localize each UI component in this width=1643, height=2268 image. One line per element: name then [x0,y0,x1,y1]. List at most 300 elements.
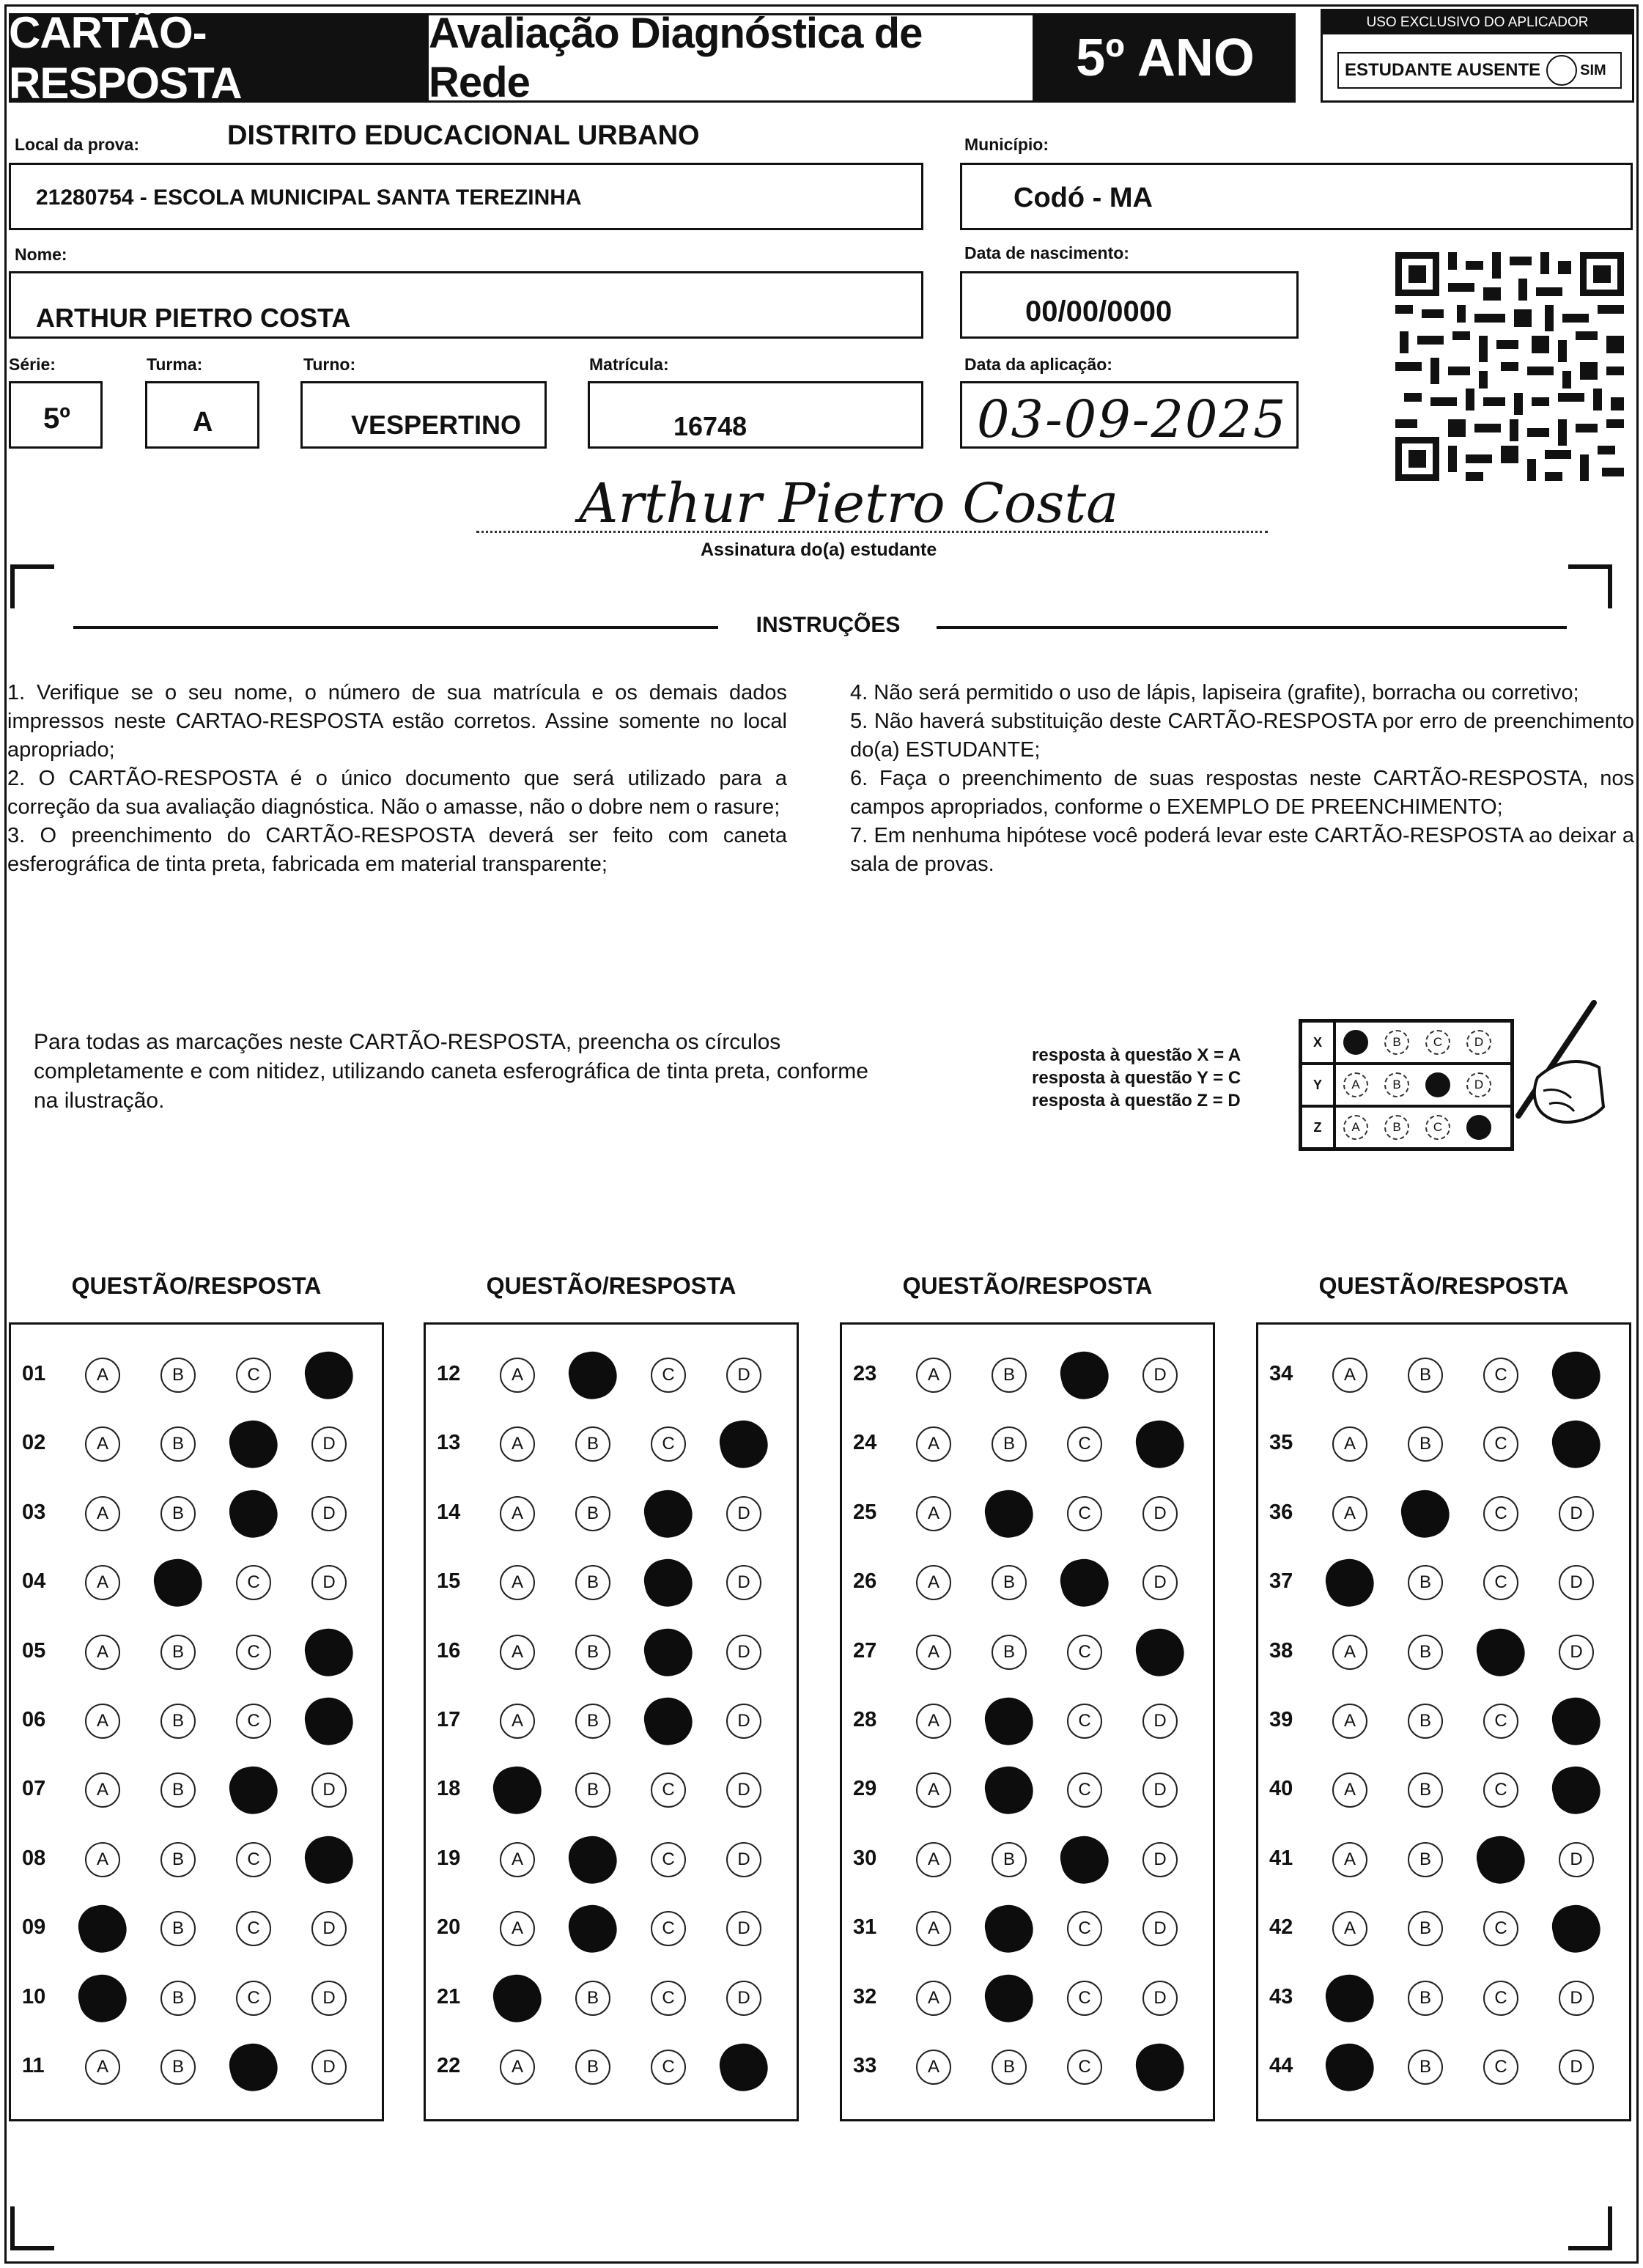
answer-bubble-30-a[interactable]: A [916,1842,951,1877]
marking-note: Para todas as marcações neste CARTÃO-RESPOSTA, preencha os círculos completamente e com nitidez, utilizando caneta esferográfica de tinta preta, conforme na ilustração. [34,1030,868,1113]
absent-label: ESTUDANTE AUSENTE [1345,60,1541,80]
answer-bubble-42-b[interactable]: B [1408,1911,1443,1946]
example-bubble-y-a: A [1343,1072,1368,1097]
question-number-38: 38 [1269,1638,1293,1663]
answer-bubble-20-d[interactable]: D [726,1911,761,1946]
question-number-39: 39 [1269,1708,1293,1731]
answer-bubble-14-d[interactable]: D [726,1496,761,1531]
answer-bubble-22-d[interactable]: D [716,2039,772,2096]
answer-bubble-03-d[interactable]: D [311,1496,347,1531]
local-label: Local da prova: [15,135,139,154]
corner-mark-tr [1568,564,1612,608]
answer-bubble-10-c[interactable]: C [236,1981,271,2016]
instruction-2: 2. O CARTÃO-RESPOSTA é o único documento que será utilizado para a correção da sua avaliação diagnóstica. Não o amasse, não o dobre nem o rasure; [7,767,787,819]
answer-bubble-32-c[interactable]: C [1067,1981,1102,2016]
answer-bubble-22-b[interactable]: B [575,2050,610,2085]
answer-bubble-36-b[interactable]: B [1398,1485,1454,1542]
question-number-07: 07 [22,1777,46,1801]
question-number-44: 44 [1269,2054,1293,2077]
answer-bubble-33-a[interactable]: A [916,2050,951,2085]
instruction-7: 7. Em nenhuma hipótese você poderá levar este CARTÃO-RESPOSTA ao deixar a sala de provas. [850,824,1634,876]
question-number-14: 14 [437,1500,461,1524]
answer-bubble-19-d[interactable]: D [726,1842,761,1877]
question-number-23: 23 [853,1362,877,1385]
answer-bubble-17-d[interactable]: D [726,1704,761,1739]
answer-bubble-34-a[interactable]: A [1332,1358,1367,1393]
question-number-40: 40 [1269,1777,1293,1801]
question-number-15: 15 [437,1569,461,1594]
answer-bubble-40-d[interactable]: D [1548,1762,1605,1819]
nascimento-value: 00/00/0000 [1025,295,1173,328]
answer-bubble-33-b[interactable]: B [992,2050,1027,2085]
answer-bubble-38-a[interactable]: A [1332,1635,1367,1670]
answer-bubble-18-c[interactable]: C [651,1772,686,1808]
question-number-31: 31 [853,1915,877,1940]
answer-bubble-18-b[interactable]: B [575,1772,610,1808]
question-number-25: 25 [853,1500,877,1524]
answer-bubble-07-a[interactable]: A [85,1772,120,1808]
corner-mark-br [1568,2206,1612,2250]
answer-bubble-10-d[interactable]: D [311,1981,347,2016]
answer-bubble-12-c[interactable]: C [651,1358,686,1393]
question-number-10: 10 [22,1984,46,2009]
answer-bubble-11-d[interactable]: D [311,2050,347,2085]
answer-bubble-11-c[interactable]: C [226,2039,282,2096]
corner-mark-tl [10,564,54,608]
answer-bubble-21-a[interactable]: A [490,1970,546,2026]
column-header-4: QUESTÃO/RESPOSTA [1318,1273,1569,1299]
answer-bubble-44-a[interactable]: A [1322,2039,1378,2096]
answer-bubble-31-a[interactable]: A [916,1911,951,1946]
answer-bubble-09-c[interactable]: C [236,1911,271,1946]
question-number-18: 18 [437,1777,461,1801]
answer-bubble-11-b[interactable]: B [160,2050,196,2085]
answer-bubble-08-a[interactable]: A [85,1842,120,1877]
school-box [9,163,923,230]
instructions-right [850,679,1634,879]
answer-bubble-10-b[interactable]: B [160,1981,196,2016]
answer-bubble-24-a[interactable]: A [916,1426,951,1462]
question-number-21: 21 [437,1984,461,2009]
answer-bubble-35-d[interactable]: D [1548,1416,1605,1473]
example-bubble-x-c: C [1425,1030,1450,1055]
answer-bubble-36-c[interactable]: C [1483,1496,1518,1531]
turma-label: Turma: [147,355,203,374]
question-number-36: 36 [1269,1500,1293,1524]
answer-bubble-02-a[interactable]: A [85,1426,120,1462]
answer-bubble-44-b[interactable]: B [1408,2050,1443,2085]
question-number-20: 20 [437,1915,461,1940]
answer-bubble-08-c[interactable]: C [236,1842,271,1877]
question-number-32: 32 [853,1984,877,2009]
nome-value: ARTHUR PIETRO COSTA [36,303,351,333]
answer-bubble-23-a[interactable]: A [916,1358,951,1393]
matricula-box [588,381,923,449]
column-header-1: QUESTÃO/RESPOSTA [71,1273,322,1299]
example-bubble-z-b: B [1384,1115,1409,1140]
answer-bubble-42-a[interactable]: A [1332,1911,1367,1946]
aplicacao-box [960,381,1299,449]
answer-bubble-18-d[interactable]: D [726,1772,761,1808]
student-signature: Arthur Pietro Costa [579,472,1119,535]
answer-bubble-04-c[interactable]: C [236,1565,271,1600]
answer-bubble-04-d[interactable]: D [311,1565,347,1600]
example-bubble-z-a: A [1343,1115,1368,1140]
answer-bubble-21-c[interactable]: C [651,1981,686,2016]
answer-bubble-14-c[interactable]: C [640,1485,697,1542]
answer-bubble-41-d[interactable]: D [1559,1842,1594,1877]
answer-bubble-34-b[interactable]: B [1408,1358,1443,1393]
aplicacao-value: 03-09-2025 [977,389,1288,449]
answer-bubble-35-b[interactable]: B [1408,1426,1443,1462]
question-number-27: 27 [853,1638,877,1663]
answer-bubble-11-a[interactable]: A [85,2050,120,2085]
answer-bubble-35-c[interactable]: C [1483,1426,1518,1462]
qr-code [1395,252,1624,481]
answer-bubble-13-a[interactable]: A [500,1426,535,1462]
answer-bubble-44-d[interactable]: D [1559,2050,1594,2085]
nome-box [9,271,923,339]
question-number-35: 35 [1269,1431,1293,1455]
absent-option: SIM [1580,62,1606,78]
answer-bubble-03-c[interactable]: C [226,1485,282,1542]
answer-bubble-36-d[interactable]: D [1559,1496,1594,1531]
example-bubble-y-d: D [1466,1072,1491,1097]
municipio-value: Codó - MA [1014,183,1153,213]
answer-bubble-05-b[interactable]: B [160,1635,196,1670]
answer-bubble-06-c[interactable]: C [236,1704,271,1739]
answer-bubble-38-c[interactable]: C [1473,1624,1529,1680]
answer-bubble-23-d[interactable]: D [1142,1358,1178,1393]
answer-bubble-23-b[interactable]: B [992,1358,1027,1393]
corner-mark-bl [10,2206,54,2250]
answer-bubble-37-d[interactable]: D [1559,1565,1594,1600]
instruction-4: 4. Não será permitido o uso de lápis, lapiseira (grafite), borracha ou corretivo; [850,681,1579,704]
answer-bubble-01-c[interactable]: C [236,1358,271,1393]
answer-bubble-42-c[interactable]: C [1483,1911,1518,1946]
turma-value: A [193,407,213,438]
answer-bubble-32-b[interactable]: B [981,1970,1038,2026]
answer-bubble-29-a[interactable]: A [916,1772,951,1808]
example-bubble-x-b: B [1384,1030,1409,1055]
example-question-x: X [1301,1021,1334,1064]
answer-bubble-10-a[interactable]: A [75,1970,131,2026]
answer-bubble-36-a[interactable]: A [1332,1496,1367,1531]
answer-bubble-41-a[interactable]: A [1332,1842,1367,1877]
answer-bubble-19-b[interactable]: B [565,1831,621,1888]
answer-bubble-27-b[interactable]: B [992,1635,1027,1670]
answer-bubble-23-c[interactable]: C [1057,1347,1113,1404]
grade-banner: 5º ANO [1035,13,1296,103]
answer-bubble-25-b[interactable]: B [981,1485,1038,1542]
answer-bubble-39-a[interactable]: A [1332,1704,1367,1739]
answer-bubble-35-a[interactable]: A [1332,1426,1367,1462]
answer-bubble-28-a[interactable]: A [916,1704,951,1739]
answer-bubble-34-d[interactable]: D [1548,1347,1605,1404]
example-line-y: resposta à questão Y = C [1032,1068,1241,1088]
applicator-box [1321,9,1634,103]
answer-bubble-37-b[interactable]: B [1408,1565,1443,1600]
example-bubble-z-c: C [1425,1115,1450,1140]
serie-label: Série: [9,355,56,374]
example-question-z: Z [1301,1106,1334,1149]
answer-bubble-25-a[interactable]: A [916,1496,951,1531]
exam-title: Avaliação Diagnóstica de Rede [427,13,1035,103]
question-number-42: 42 [1269,1915,1293,1940]
example-bubble-x-a [1343,1030,1368,1055]
answer-bubble-04-b[interactable]: B [150,1555,207,1611]
applicator-title: USO EXCLUSIVO DO APLICADOR [1323,11,1632,34]
instruction-5: 5. Não haverá substituição deste CARTÃO-RESPOSTA por erro de preenchimento do(a) ESTUDANTE; [850,710,1634,762]
example-bubble-x-d: D [1466,1030,1491,1055]
answer-bubble-09-b[interactable]: B [160,1911,196,1946]
answer-bubble-28-c[interactable]: C [1067,1704,1102,1739]
question-number-37: 37 [1269,1569,1293,1594]
turno-value: VESPERTINO [351,410,522,440]
column-header-2: QUESTÃO/RESPOSTA [486,1273,736,1299]
question-number-29: 29 [853,1777,877,1801]
answer-bubble-06-d[interactable]: D [301,1693,358,1750]
answer-bubble-30-d[interactable]: D [1142,1842,1178,1877]
instructions-rule-left [73,626,718,629]
answer-bubble-31-b[interactable]: B [981,1901,1038,1957]
question-number-43: 43 [1269,1984,1293,2009]
answer-bubble-03-a[interactable]: A [85,1496,120,1531]
question-number-26: 26 [853,1569,877,1594]
turno-box [300,381,547,449]
answer-bubble-41-b[interactable]: B [1408,1842,1443,1877]
answer-bubble-08-d[interactable]: D [301,1831,358,1888]
answer-bubble-21-d[interactable]: D [726,1981,761,2016]
answer-bubble-07-d[interactable]: D [311,1772,347,1808]
example-bubble-y-c [1425,1072,1450,1097]
answer-bubble-43-b[interactable]: B [1408,1981,1443,2016]
answer-bubble-39-d[interactable]: D [1548,1693,1605,1750]
answer-bubble-03-b[interactable]: B [160,1496,196,1531]
answer-bubble-15-a[interactable]: A [500,1565,535,1600]
answer-bubble-19-a[interactable]: A [500,1842,535,1877]
answer-bubble-26-b[interactable]: B [992,1565,1027,1600]
answer-bubble-40-c[interactable]: C [1483,1772,1518,1808]
answer-bubble-43-d[interactable]: D [1559,1981,1594,2016]
answer-bubble-16-a[interactable]: A [500,1635,535,1670]
answer-bubble-25-d[interactable]: D [1142,1496,1178,1531]
matricula-value: 16748 [673,411,747,441]
answer-bubble-05-d[interactable]: D [301,1624,358,1680]
question-number-22: 22 [437,2054,461,2077]
answer-bubble-27-d[interactable]: D [1132,1624,1189,1680]
answer-bubble-14-a[interactable]: A [500,1496,535,1531]
answer-bubble-14-b[interactable]: B [575,1496,610,1531]
nome-label: Nome: [15,245,67,264]
municipio-label: Município: [964,135,1049,154]
answer-bubble-24-d[interactable]: D [1132,1416,1189,1473]
turno-label: Turno: [303,355,356,374]
answer-bubble-20-a[interactable]: A [500,1911,535,1946]
question-number-09: 09 [22,1915,46,1940]
answer-bubble-32-d[interactable]: D [1142,1981,1178,2016]
pen-hand-illustration [1473,997,1605,1144]
instruction-1: 1. Verifique se o seu nome, o número de sua matrícula e os demais dados impressos neste CARTAO-RESPOSTA estão corretos. Assine somente no local apropriado; [7,681,787,762]
turma-box [145,381,259,449]
question-number-11: 11 [22,2054,45,2077]
question-number-17: 17 [437,1708,461,1731]
serie-box [9,381,103,449]
serie-value: 5º [43,402,70,435]
answer-bubble-16-d[interactable]: D [726,1635,761,1670]
answer-bubble-38-d[interactable]: D [1559,1635,1594,1670]
answer-bubble-18-a[interactable]: A [490,1762,546,1819]
answer-bubble-04-a[interactable]: A [85,1565,120,1600]
answer-bubble-17-b[interactable]: B [575,1704,610,1739]
answer-bubble-34-c[interactable]: C [1483,1358,1518,1393]
answer-bubble-29-b[interactable]: B [981,1762,1038,1819]
question-number-03: 03 [22,1500,46,1524]
answer-bubble-40-a[interactable]: A [1332,1772,1367,1808]
answer-bubble-05-a[interactable]: A [85,1635,120,1670]
instructions-rule-right [937,626,1567,629]
answer-bubble-07-c[interactable]: C [226,1762,282,1819]
answer-bubble-31-c[interactable]: C [1067,1911,1102,1946]
matricula-label: Matrícula: [589,355,669,374]
instruction-3: 3. O preenchimento do CARTÃO-RESPOSTA deverá ser feito com caneta esferográfica de tinta preta, fabricada em material transparente; [7,824,787,876]
instructions-left [7,679,787,879]
answer-bubble-02-b[interactable]: B [160,1426,196,1462]
answer-bubble-40-b[interactable]: B [1408,1772,1443,1808]
question-number-02: 02 [22,1431,46,1455]
example-bubble-y-b: B [1384,1072,1409,1097]
card-title-text: CARTÃO-RESPOSTA [9,8,242,108]
answer-bubble-22-c[interactable]: C [651,2050,686,2085]
answer-bubble-12-a[interactable]: A [500,1358,535,1393]
nascimento-box [960,271,1299,339]
question-number-28: 28 [853,1708,877,1731]
answer-bubble-01-d[interactable]: D [301,1347,358,1404]
answer-bubble-02-c[interactable]: C [226,1416,282,1473]
column-header-3: QUESTÃO/RESPOSTA [902,1273,1153,1299]
answer-bubble-16-c[interactable]: C [640,1624,697,1680]
district-name: DISTRITO EDUCACIONAL URBANO [227,120,700,151]
answer-bubble-24-b[interactable]: B [992,1426,1027,1462]
answer-bubble-05-c[interactable]: C [236,1635,271,1670]
answer-bubble-31-d[interactable]: D [1142,1911,1178,1946]
answer-bubble-13-d[interactable]: D [716,1416,772,1473]
aplicacao-label: Data da aplicação: [964,355,1112,374]
answer-bubble-09-a[interactable]: A [75,1901,131,1957]
example-legend [1032,1044,1241,1112]
answer-bubble-13-b[interactable]: B [575,1426,610,1462]
question-number-41: 41 [1269,1846,1293,1870]
question-number-13: 13 [437,1431,461,1455]
question-number-08: 08 [22,1846,46,1870]
card-title [9,8,427,108]
answer-bubble-37-a[interactable]: A [1322,1555,1378,1611]
answer-bubble-09-d[interactable]: D [311,1911,347,1946]
question-number-34: 34 [1269,1362,1293,1385]
question-number-05: 05 [22,1638,46,1663]
question-number-33: 33 [853,2054,877,2077]
answer-bubble-07-b[interactable]: B [160,1772,196,1808]
answer-bubble-12-b[interactable]: B [565,1347,621,1404]
answer-bubble-38-b[interactable]: B [1408,1635,1443,1670]
question-number-12: 12 [437,1362,461,1385]
answer-bubble-26-d[interactable]: D [1142,1565,1178,1600]
answer-bubble-21-b[interactable]: B [575,1981,610,2016]
question-number-24: 24 [853,1431,877,1455]
answer-bubble-15-b[interactable]: B [575,1565,610,1600]
answer-bubble-37-c[interactable]: C [1483,1565,1518,1600]
answer-bubble-27-a[interactable]: A [916,1635,951,1670]
answer-bubble-17-a[interactable]: A [500,1704,535,1739]
answer-bubble-33-c[interactable]: C [1067,2050,1102,2085]
answer-bubble-26-a[interactable]: A [916,1565,951,1600]
answer-bubble-30-c[interactable]: C [1057,1831,1113,1888]
answer-bubble-39-b[interactable]: B [1408,1704,1443,1739]
answer-bubble-28-b[interactable]: B [981,1693,1038,1750]
instruction-6: 6. Faça o preenchimento de suas respostas neste CARTÃO-RESPOSTA, nos campos apropriados, conforme o EXEMPLO DE PREENCHIMENTO; [850,767,1634,819]
answer-bubble-19-c[interactable]: C [651,1842,686,1877]
answer-bubble-26-c[interactable]: C [1057,1555,1113,1611]
answer-bubble-42-d[interactable]: D [1548,1901,1605,1957]
school-name: 21280754 - ESCOLA MUNICIPAL SANTA TEREZINHA [36,185,582,210]
answer-bubble-43-c[interactable]: C [1483,1981,1518,2016]
answer-bubble-29-c[interactable]: C [1067,1772,1102,1808]
answer-bubble-13-c[interactable]: C [651,1426,686,1462]
answer-bubble-06-b[interactable]: B [160,1704,196,1739]
answer-bubble-25-c[interactable]: C [1067,1496,1102,1531]
example-line-z: resposta à questão Z = D [1032,1091,1241,1111]
answer-bubble-20-c[interactable]: C [651,1911,686,1946]
answer-bubble-33-d[interactable]: D [1132,2039,1189,2096]
signature-label: Assinatura do(a) estudante [701,540,937,560]
answer-bubble-44-c[interactable]: C [1483,2050,1518,2085]
answer-bubble-08-b[interactable]: B [160,1842,196,1877]
answer-bubble-39-c[interactable]: C [1483,1704,1518,1739]
municipio-box [960,163,1633,230]
answer-bubble-27-c[interactable]: C [1067,1635,1102,1670]
answer-bubble-28-d[interactable]: D [1142,1704,1178,1739]
answer-bubble-41-c[interactable]: C [1473,1831,1529,1888]
answer-bubble-06-a[interactable]: A [85,1704,120,1739]
answer-bubble-12-d[interactable]: D [726,1358,761,1393]
nascimento-label: Data de nascimento: [964,243,1129,262]
answer-bubble-15-c[interactable]: C [640,1555,697,1611]
answer-bubble-16-b[interactable]: B [575,1635,610,1670]
question-number-01: 01 [22,1362,46,1385]
answer-bubble-01-b[interactable]: B [160,1358,196,1393]
question-number-16: 16 [437,1638,461,1663]
example-question-y: Y [1301,1064,1334,1106]
answer-bubble-02-d[interactable]: D [311,1426,347,1462]
answer-bubble-30-b[interactable]: B [992,1842,1027,1877]
answer-bubble-32-a[interactable]: A [916,1981,951,2016]
answer-bubble-22-a[interactable]: A [500,2050,535,2085]
answer-bubble-29-d[interactable]: D [1142,1772,1178,1808]
answer-bubble-01-a[interactable]: A [85,1358,120,1393]
example-line-x: resposta à questão X = A [1032,1045,1241,1065]
answer-bubble-43-a[interactable]: A [1322,1970,1378,2026]
answer-bubble-15-d[interactable]: D [726,1565,761,1600]
instructions-title: INSTRUÇÕES [756,613,901,637]
question-number-19: 19 [437,1846,461,1870]
answer-bubble-20-b[interactable]: B [565,1901,621,1957]
question-number-06: 06 [22,1708,46,1731]
absent-checkbox[interactable] [1546,55,1577,86]
answer-bubble-24-c[interactable]: C [1067,1426,1102,1462]
question-number-30: 30 [853,1846,877,1870]
absent-field [1337,52,1622,89]
answer-bubble-17-c[interactable]: C [640,1693,697,1750]
